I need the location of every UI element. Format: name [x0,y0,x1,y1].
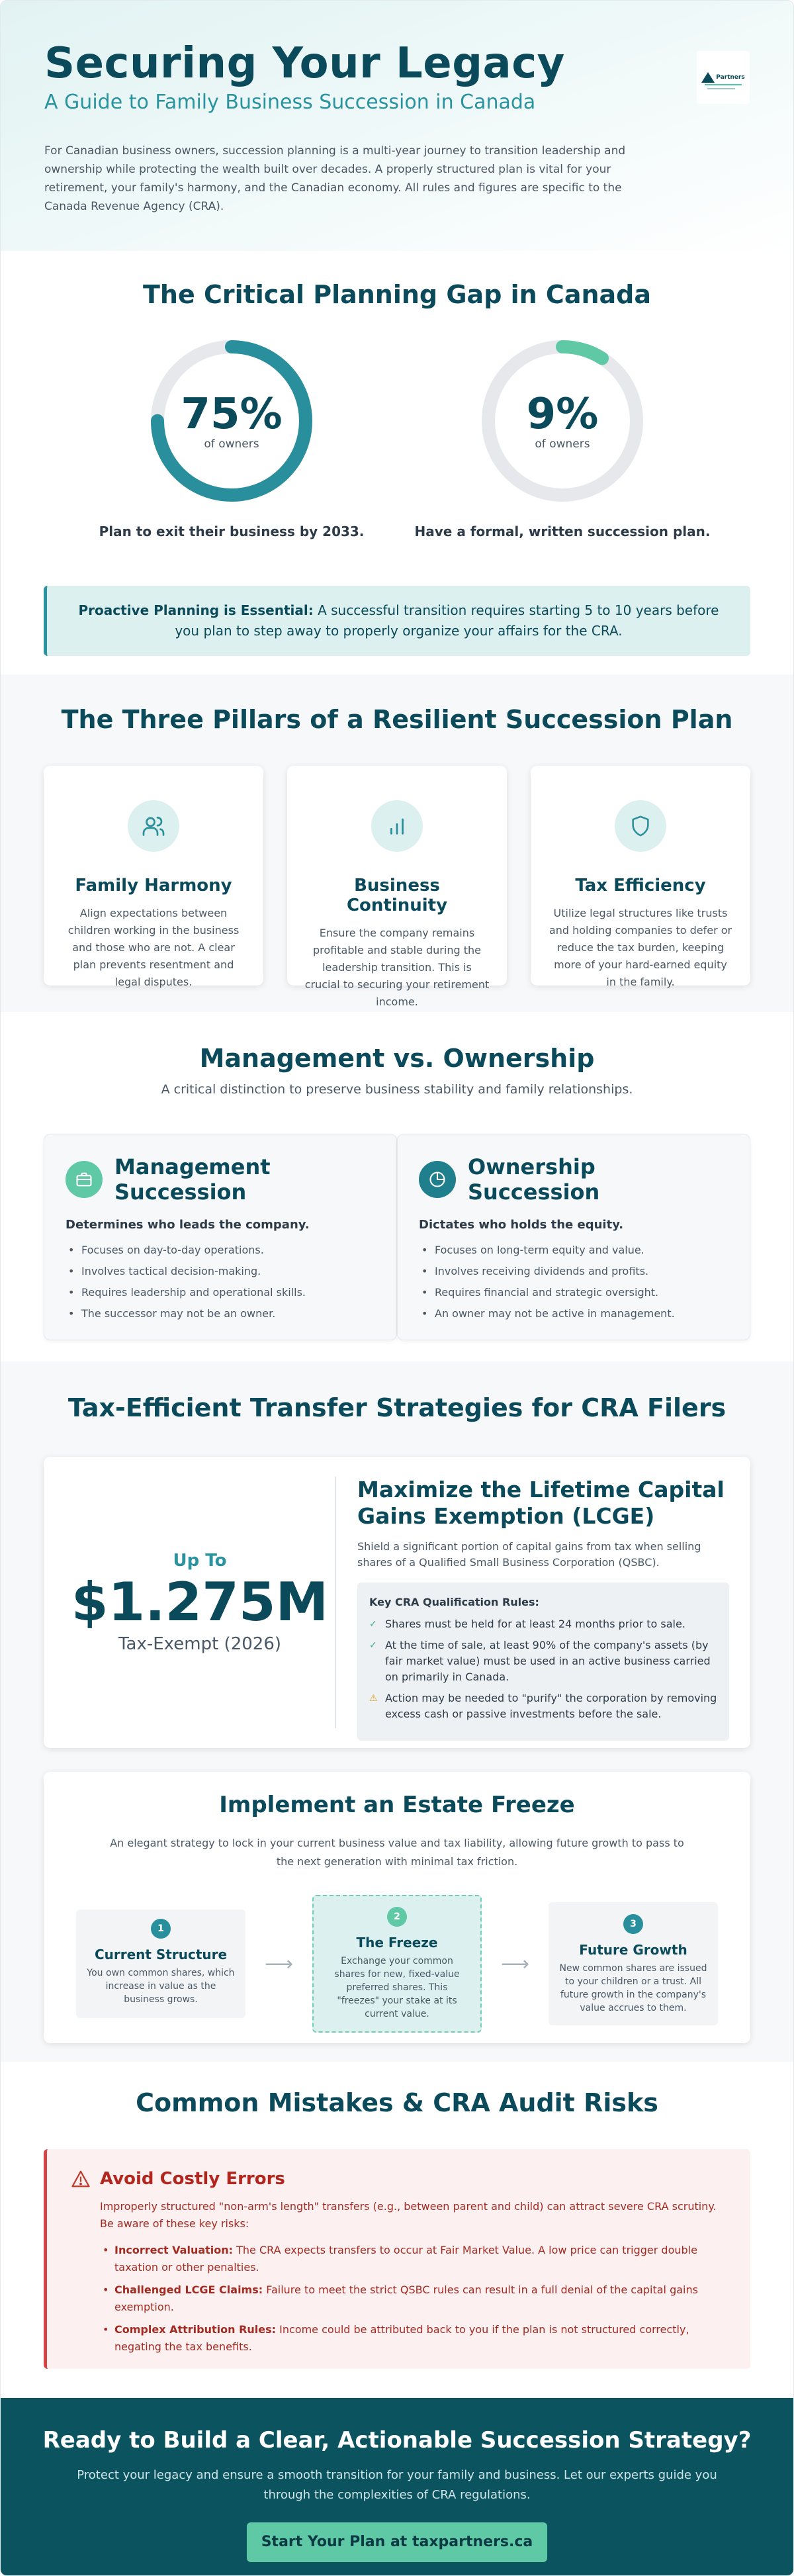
start-plan-button[interactable]: Start Your Plan at taxpartners.ca [247,2522,547,2562]
donut-chart [480,338,645,504]
pillar-card [531,766,750,986]
logo-accent-line [705,84,742,85]
rule-item [369,1616,717,1632]
shield-icon [615,800,666,852]
check-icon: ✓ [369,1619,377,1630]
card-lead: Determines who leads the company. [66,1218,310,1232]
qualification-rules-box [357,1583,729,1741]
lcge-title: Maximize the Lifetime Capital Gains Exemption (LCGE) [357,1477,725,1529]
warning-icon: ⚠ [369,1693,378,1704]
rule-text: Action may be needed to "purify" the corporation by removing excess cash or passive investments before the sale. [385,1692,717,1720]
page-subtitle: A Guide to Family Business Succession in Canada [44,91,536,114]
intro-paragraph: For Canadian business owners, succession planning is a multi-year journey to transition leadership and ownership while protecting the wealth built over decades. A properly structured plan is vital for your retirement, your family's harmony, and the Canadian economy. All rules and figures are specific to the Canada Revenue Agency (CRA). [44,144,626,213]
section-title: Common Mistakes & CRA Audit Risks [136,2088,658,2117]
cta-text: Protect your legacy and ensure a smooth transition for your family and business. Let our experts guide you through the complexities of CRA regulations. [77,2468,717,2502]
callout-text: A successful transition requires starting 5 to 10 years before you plan to step away to properly organize your affairs for the CRA. [175,602,719,639]
risk-intro: Improperly structured "non-arm's length" transfers (e.g., between parent and child) can attract severe CRA scrutiny. Be aware of these key risks: [100,2200,717,2230]
section-title: Tax-Efficient Transfer Strategies for CRA Filers [67,1393,727,1422]
freeze-step [312,1895,482,2033]
tax-strategies-section [1,1361,793,2062]
step-text: New common shares are issued to your children or a trust. All future growth in the company's value accrues to them. [559,1963,707,2013]
step-text: You own common shares, which increase in value as the business grows. [87,1968,235,2005]
card-lead: Dictates who holds the equity. [419,1218,624,1232]
risk-text: The CRA expects transfers to occur at Fair Market Value. A low price can trigger double taxation or other penalties. [114,2244,697,2274]
check-icon: ✓ [369,1640,377,1651]
management-ownership-section [1,1012,793,1361]
risk-text: Failure to meet the strict QSBC rules can result in a full denial of the capital gains exemption. [114,2283,698,2313]
logo-text: Partners [716,74,745,81]
risk-title: Avoid Costly Errors [100,2169,285,2189]
lcge-highlight [65,1477,336,1728]
card-bullet-list [66,1244,375,1320]
stat-unit: of owners [535,437,590,451]
list-item [100,2321,727,2356]
rule-item [369,1637,717,1685]
pie-chart-icon [419,1161,456,1198]
section-subtitle: A critical distinction to preserve business stability and family relationships. [161,1082,633,1097]
logo-triangle-icon [701,72,715,83]
stat-value: 9% [526,390,599,439]
stat-donut [397,338,728,539]
stat-value: 75% [181,390,283,439]
pillar-text: Ensure the company remains profitable and stable during the leadership transition. This is crucial to securing your retirement income. [304,927,490,1008]
users-icon [128,800,179,852]
donut-chart [149,338,314,504]
bar-chart-icon [371,800,423,852]
lcge-details [336,1477,729,1728]
freeze-step [76,1909,245,2018]
donut-stats [66,338,728,539]
lcge-exempt-label: Tax-Exempt (2026) [118,1634,282,1654]
section-title: The Critical Planning Gap in Canada [142,280,651,309]
pillar-title: Family Harmony [75,876,232,896]
lcge-upto-label: Up To [173,1551,227,1571]
list-item: • Focuses on day-to-day operations. [66,1244,375,1257]
logo-mark [701,72,744,83]
step-text: Exchange your common shares for new, fixed-value preferred shares. This "freezes" your stake at its current value. [334,1956,460,2019]
callout-bold: Proactive Planning is Essential: [78,602,314,618]
stat-unit: of owners [204,437,259,451]
pillar-card [287,766,507,1008]
rules-title: Key CRA Qualification Rules: [369,1596,539,1608]
list-item: • An owner may not be active in management. [419,1307,728,1320]
step-title: Current Structure [94,1947,228,1962]
card-header [66,1154,375,1205]
pillar-title: Business Continuity [346,876,448,915]
rule-text: At the time of sale, at least 90% of the company's assets (by fair market value) must be used in an active business carried on primarily in Canada. [385,1639,711,1683]
page-title: Securing Your Legacy [44,39,565,88]
arrow-right-icon: ⟶ [264,1952,293,1976]
cta-title: Ready to Build a Clear, Actionable Succession Strategy? [42,2427,752,2454]
risk-label: Challenged LCGE Claims: [114,2283,263,2296]
pillars-section [1,674,793,1012]
pillar-text: Utilize legal structures like trusts and holding companies to defer or reduce the tax burden, keeping more of your hard-earned equity in the family. [549,907,732,988]
donut-center [149,338,314,504]
estate-freeze-card [44,1772,750,2043]
risk-label: Incorrect Valuation: [114,2244,234,2256]
section-title: The Three Pillars of a Resilient Succession Plan [61,705,733,734]
list-item [100,2281,727,2316]
pillar-cards [44,766,750,1008]
stat-caption: Have a formal, written succession plan. [414,524,711,539]
company-logo[interactable] [697,51,750,104]
freeze-step [549,1902,718,2025]
risk-label: Complex Attribution Rules: [114,2323,277,2336]
stat-donut [66,338,397,539]
freeze-steps [76,1895,718,2033]
list-item: • Involves tactical decision-making. [66,1265,375,1278]
audit-risk-box [44,2149,750,2369]
logo-accent-line-secondary [707,88,735,89]
cta-footer [1,2398,793,2576]
planning-gap-section [1,251,793,674]
risk-list [71,2242,727,2356]
card-title: Management Succession [114,1154,271,1205]
stat-caption: Plan to exit their business by 2033. [99,524,365,539]
lcge-card [44,1457,750,1748]
warning-triangle-icon [71,2170,91,2188]
pillar-text: Align expectations between children working in the business and those who are not. A clear plan prevents resentment and legal disputes. [67,907,240,988]
list-item: • The successor may not be an owner. [66,1307,375,1320]
section-title: Management vs. Ownership [199,1044,595,1073]
rule-item [369,1690,717,1722]
hero-header [1,1,793,251]
freeze-description: An elegant strategy to lock in your current business value and tax liability, allowing future growth to pass to the next generation with minimal tax friction. [110,1837,684,1868]
card-header [419,1154,728,1205]
management-succession-card [44,1134,397,1340]
risk-text: Income could be attributed back to you if the plan is not structured correctly, negating the tax benefits. [114,2323,689,2353]
pillar-card [44,766,263,986]
risk-header [71,2169,727,2189]
arrow-right-icon: ⟶ [500,1952,529,1976]
list-item: • Focuses on long-term equity and value. [419,1244,728,1257]
card-title: Ownership Succession [468,1154,600,1205]
card-bullet-list [419,1244,728,1320]
step-number-badge: 2 [387,1907,407,1927]
step-number-badge: 1 [151,1919,171,1939]
list-item: • Requires financial and strategic oversight. [419,1286,728,1299]
lcge-description: Shield a significant portion of capital gains from tax when selling shares of a Qualified Small Business Corporation (QSBC). [357,1540,701,1569]
ownership-succession-card [397,1134,750,1340]
list-item: • Requires leadership and operational skills. [66,1286,375,1299]
pillar-title: Tax Efficiency [575,876,706,896]
step-number-badge: 3 [623,1914,643,1934]
step-title: The Freeze [356,1935,438,1951]
mistakes-section [1,2062,793,2398]
donut-center [480,338,645,504]
list-item: • Involves receiving dividends and profits. [419,1265,728,1278]
lcge-amount: $1.275M [71,1571,329,1633]
step-title: Future Growth [579,1942,687,1958]
list-item [100,2242,727,2276]
rule-text: Shares must be held for at least 24 months prior to sale. [385,1618,685,1630]
proactive-planning-callout [44,586,750,656]
briefcase-icon [66,1161,103,1198]
freeze-title: Implement an Estate Freeze [219,1792,575,1818]
succession-cards [44,1134,750,1340]
